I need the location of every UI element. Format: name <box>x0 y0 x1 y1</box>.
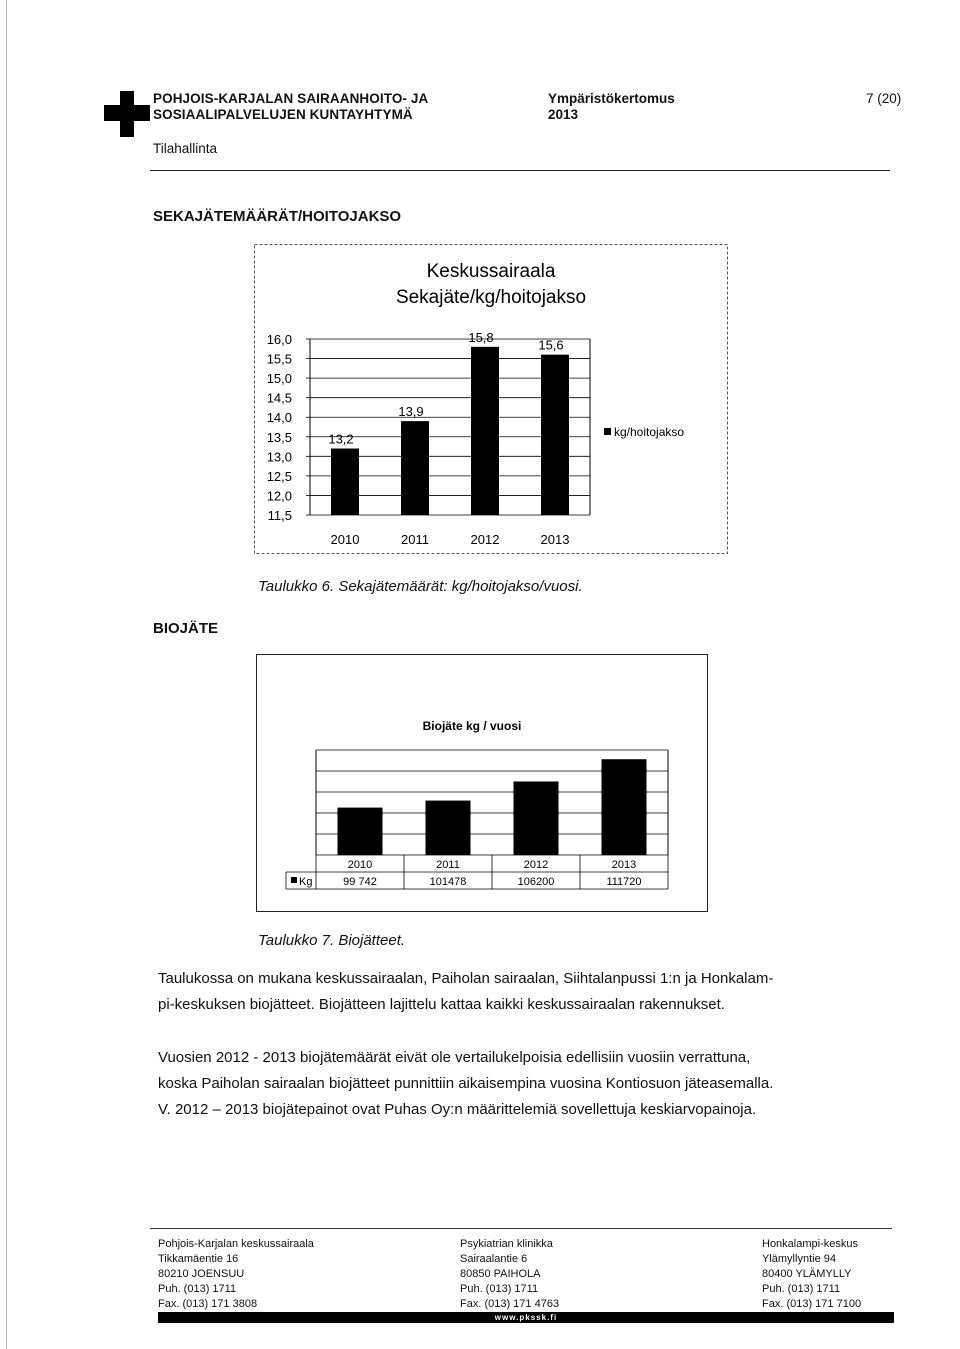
chart1-bar <box>401 421 429 515</box>
chart1-title: Keskussairaala <box>426 261 556 282</box>
chart1-subtitle: Sekajäte/kg/hoitojakso <box>395 287 587 308</box>
mixed-waste-chart <box>254 244 728 554</box>
paragraph-line: koska Paiholan sairaalan biojätteet punnittiin aikaisempina vuosina Kontiosuon jäteasemalla. <box>158 1075 774 1092</box>
biowaste-chart <box>256 654 708 912</box>
chart2-category-label: 2011 <box>436 859 460 871</box>
paragraph-line: pi-keskuksen biojätteet. Biojätteen lajittelu kattaa kaikki keskussairaalan rakennukset. <box>158 996 725 1013</box>
paragraph-line: Taulukossa on mukana keskussairaalan, Paiholan sairaalan, Siihtalanpussi 1:n ja Honkalam- <box>158 970 774 987</box>
chart1-ytick-label: 11,5 <box>267 508 292 523</box>
page-number: 7 (20) <box>866 91 902 106</box>
chart2-bar <box>338 808 383 855</box>
org-name-line1: POHJOIS-KARJALAN SAIRAANHOITO- JA <box>153 91 429 106</box>
footer-line: Sairaalantie 6 <box>460 1253 528 1265</box>
chart1-ytick-label: 12,5 <box>266 468 292 484</box>
department: Tilahallinta <box>153 141 218 156</box>
chart2-title: Biojäte kg / vuosi <box>422 719 522 733</box>
chart2-table-value: 101478 <box>429 876 467 888</box>
footer-line: Honkalampi-keskus <box>762 1238 858 1250</box>
chart1-xtick-label: 2010 <box>330 532 360 547</box>
header-divider <box>150 170 890 171</box>
chart2-legend-swatch <box>291 877 297 883</box>
chart1-bar <box>471 347 499 515</box>
chart1-data-label: 15,6 <box>538 337 564 353</box>
chart1-data-label: 13,9 <box>398 404 424 420</box>
chart2-legend-label: Kg <box>299 876 313 888</box>
chart1-ytick-label: 14,0 <box>266 410 292 426</box>
chart2-table-value: 99 742 <box>343 876 377 888</box>
footer-website: www.pkssk.fi <box>494 1313 558 1322</box>
footer-line: Tikkamäentie 16 <box>158 1253 239 1265</box>
chart2-table-value: 111720 <box>606 876 642 888</box>
chart1-ytick-label: 12,0 <box>266 488 292 504</box>
caption-table7: Taulukko 7. Biojätteet. <box>258 932 406 949</box>
chart2-bar <box>514 782 559 856</box>
cross-logo-icon <box>104 91 150 137</box>
footer-line: Ylämyllyntie 94 <box>762 1253 836 1265</box>
paragraph-comparability <box>158 1045 893 1123</box>
scan-edge-line <box>6 0 7 1349</box>
section-title-biowaste: BIOJÄTE <box>153 620 219 637</box>
paragraph-line: V. 2012 – 2013 biojätepainot ovat Puhas Oy:n määrittelemiä sovellettuja keskiarvopainoja. <box>158 1101 757 1118</box>
section-title-mixed-waste: SEKAJÄTEMÄÄRÄT/HOITOJAKSO <box>153 208 402 225</box>
chart1-ytick-label: 16,0 <box>266 332 292 347</box>
chart1-data-label: 13,2 <box>328 431 354 447</box>
footer-line: Fax. (013) 171 4763 <box>460 1298 560 1310</box>
footer-line: Puh. (013) 1711 <box>762 1283 841 1295</box>
chart2-category-label: 2013 <box>611 859 637 871</box>
chart2-bar <box>426 801 471 855</box>
chart1-ytick-label: 14,5 <box>266 390 292 406</box>
paragraph-line: Vuosien 2012 - 2013 biojätemäärät eivät ole vertailukelpoisia edellisiin vuosiin verrattuna, <box>158 1049 751 1066</box>
footer-line: Fax. (013) 171 3808 <box>158 1298 258 1310</box>
footer-line: 80400 YLÄMYLLY <box>762 1268 852 1280</box>
chart1-xtick-label: 2012 <box>470 532 500 547</box>
chart1-bar <box>541 355 569 515</box>
footer-line: 80210 JOENSUU <box>158 1268 245 1280</box>
caption-table6: Taulukko 6. Sekajätemäärät: kg/hoitojakso/vuosi. <box>258 578 583 595</box>
chart1-ytick-label: 15,0 <box>266 371 292 387</box>
chart2-bar <box>602 759 647 855</box>
chart2-table-value: 106200 <box>517 876 555 888</box>
footer-address-central-hospital <box>158 1237 314 1312</box>
footer-divider <box>150 1228 892 1229</box>
footer-line: Puh. (013) 1711 <box>460 1283 539 1295</box>
report-title: Ympäristökertomus <box>548 91 675 106</box>
footer-address-honkalampi <box>762 1237 861 1312</box>
chart1-ytick-label: 15,5 <box>266 351 292 367</box>
footer-line: 80850 PAIHOLA <box>460 1268 541 1280</box>
chart2-category-label: 2010 <box>347 859 373 871</box>
footer-line: Puh. (013) 1711 <box>158 1283 237 1295</box>
chart1-data-label: 15,8 <box>468 329 494 345</box>
chart1-legend-label: kg/hoitojakso <box>614 425 685 439</box>
chart1-xtick-label: 2013 <box>540 532 570 547</box>
report-year: 2013 <box>548 107 579 122</box>
footer-address-psychiatric-clinic <box>460 1237 559 1312</box>
footer-line: Pohjois-Karjalan keskussairaala <box>158 1238 314 1250</box>
chart1-ytick-label: 13,0 <box>266 449 292 465</box>
chart2-category-label: 2012 <box>523 859 549 871</box>
paragraph-biowaste-scope <box>158 966 893 1018</box>
chart1-legend-swatch <box>604 428 611 435</box>
footer-line: Fax. (013) 171 7100 <box>762 1298 862 1310</box>
chart1-xtick-label: 2011 <box>401 532 429 547</box>
chart1-bar <box>331 449 359 515</box>
org-name-line2: SOSIAALIPALVELUJEN KUNTAYHTYMÄ <box>153 107 413 122</box>
footer-line: Psykiatrian klinikka <box>460 1238 553 1250</box>
chart1-ytick-label: 13,5 <box>266 429 292 445</box>
